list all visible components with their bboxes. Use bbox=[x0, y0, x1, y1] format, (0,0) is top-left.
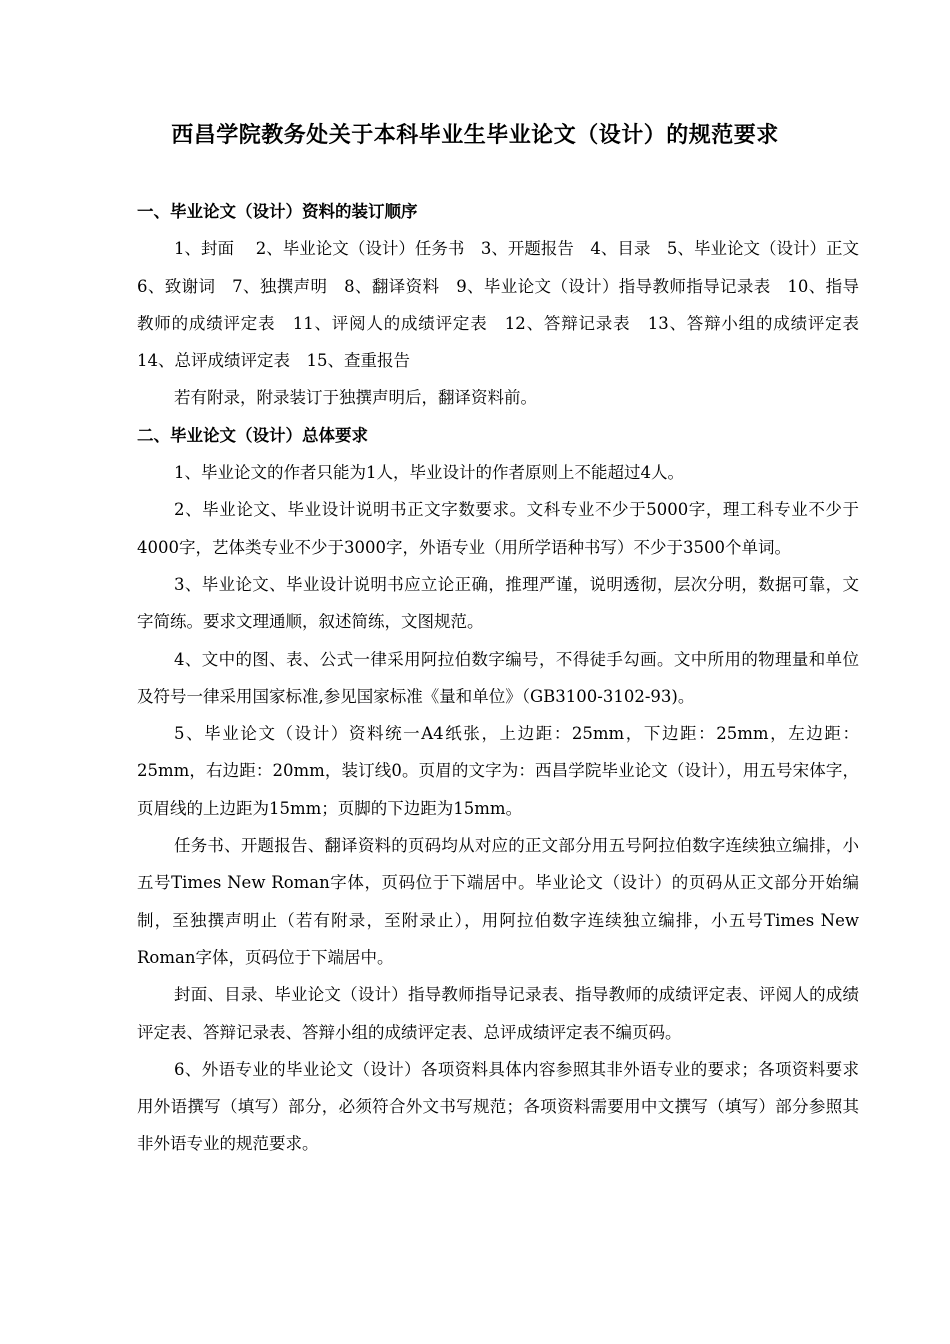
paragraph: 5、毕业论文（设计）资料统一A4纸张，上边距：25mm，下边距：25mm，左边距：25mm，右边距：20mm，装订线0。页眉的文字为：西昌学院毕业论文（设计），用五号宋体字，页眉线的上边距为15mm；页脚的下边距为15mm。 bbox=[137, 724, 859, 818]
section-heading: 一、毕业论文（设计）资料的装订顺序 bbox=[137, 202, 418, 221]
paragraph: 封面、目录、毕业论文（设计）指导教师指导记录表、指导教师的成绩评定表、评阅人的成绩评定表、答辩记录表、答辩小组的成绩评定表、总评成绩评定表不编页码。 bbox=[137, 985, 859, 1042]
paragraph: 若有附录，附录装订于独撰声明后，翻译资料前。 bbox=[174, 388, 537, 408]
section-general-requirements bbox=[137, 417, 859, 1163]
paragraph: 4、文中的图、表、公式一律采用阿拉伯数字编号，不得徒手勾画。文中所用的物理量和单位及符号一律采用国家标准,参见国家标准《量和单位》（GB3100-3102-93)。 bbox=[137, 649, 859, 706]
paragraph: 1、封面 2、毕业论文（设计）任务书 3、开题报告 4、目录 5、毕业论文（设计）正文 6、致谢词 7、独撰声明 8、翻译资料 9、毕业论文（设计）指导教师指导记录表 10、指导教师的成绩评定表 11、评阅人的成绩评定表 12、答辩记录表 13、答辩小组的成绩评定表 14、总评成绩评定表 15、查重报告 bbox=[137, 239, 876, 371]
section-heading: 二、毕业论文（设计）总体要求 bbox=[137, 425, 368, 445]
section-binding-order bbox=[137, 193, 876, 417]
paragraph: 3、毕业论文、毕业设计说明书应立论正确，推理严谨，说明透彻，层次分明，数据可靠，文字简练。要求文理通顺，叙述简练，文图规范。 bbox=[137, 574, 859, 632]
document-title: 西昌学院教务处关于本科毕业生毕业论文（设计）的规范要求 bbox=[171, 123, 779, 148]
paragraph: 1、毕业论文的作者只能为1人，毕业设计的作者原则上不能超过4人。 bbox=[174, 463, 684, 483]
paragraph: 任务书、开题报告、翻译资料的页码均从对应的正文部分用五号阿拉伯数字连续独立编排，小五号Times New Roman字体，页码位于下端居中。毕业论文（设计）的页码从正文部分开始编制，至独撰声明止（若有附录，至附录止），用阿拉伯数字连续独立编排，小五号Times New Roman字体，页码位于下端居中。 bbox=[137, 836, 859, 967]
paragraph: 6、外语专业的毕业论文（设计）各项资料具体内容参照其非外语专业的要求；各项资料要求用外语撰写（填写）部分，必须符合外文书写规范；各项资料需要用中文撰写（填写）部分参照其非外语专业的规范要求。 bbox=[137, 1059, 859, 1154]
document-body bbox=[137, 193, 876, 1163]
paragraph: 2、毕业论文、毕业设计说明书正文字数要求。文科专业不少于5000字，理工科专业不少于4000字，艺体类专业不少于3000字，外语专业（用所学语种书写）不少于3500个单词。 bbox=[137, 500, 859, 557]
